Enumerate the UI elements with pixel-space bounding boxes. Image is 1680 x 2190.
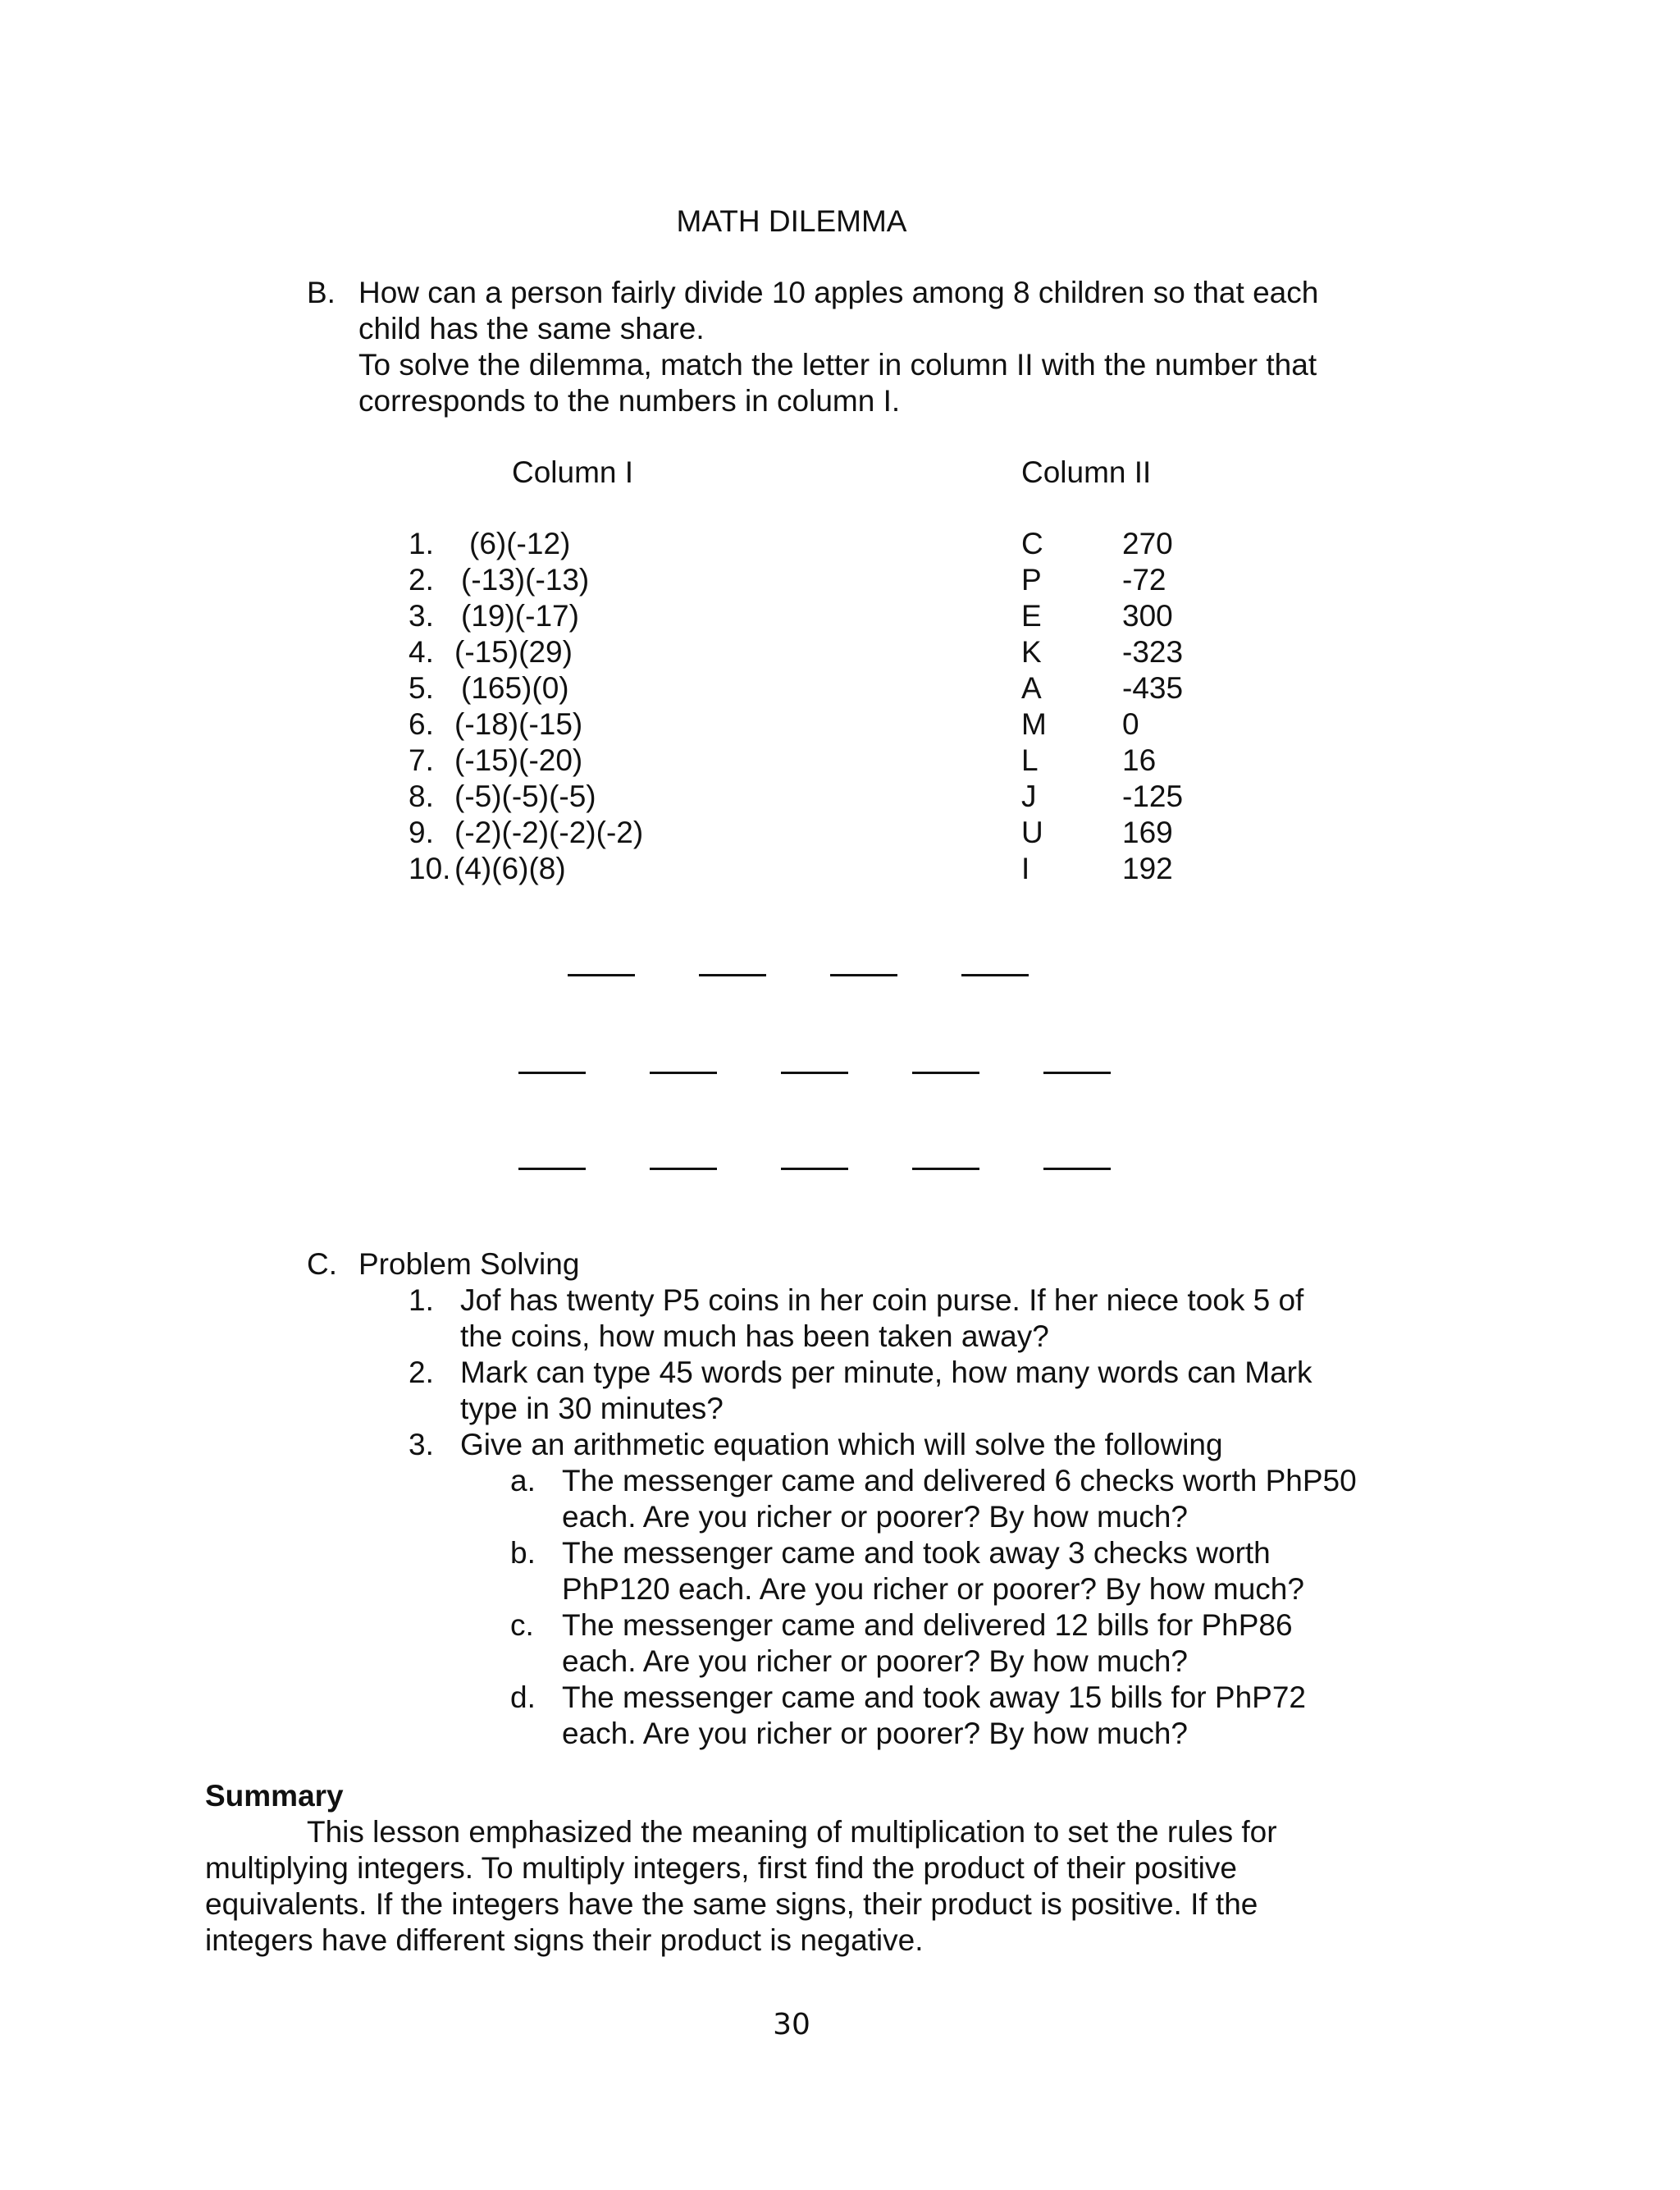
column-1-row [409,706,582,743]
column-2-letter: A [1021,671,1042,705]
column-2-value: 169 [1122,816,1173,849]
column-1-row [409,562,589,598]
answer-blank[interactable] [781,1168,848,1170]
column-2-letter: J [1021,780,1037,813]
subitem-label: b. [510,1536,536,1570]
column-2-letter: C [1021,527,1043,560]
expression: (-13)(-13) [461,563,590,597]
problem-number: 2. [409,1356,434,1389]
column-1-row [409,526,570,562]
answer-blank[interactable] [830,974,897,976]
column-2-letter: M [1021,707,1047,741]
problem-number: 1. [409,1283,434,1317]
answer-blank[interactable] [961,974,1029,976]
section-b-line: corresponds to the numbers in column I. [358,384,901,418]
expression: (4)(6)(8) [454,852,566,885]
section-b-line: How can a person fairly divide 10 apples among 8 children so that each [358,276,1319,309]
expression: (-18)(-15) [454,707,583,741]
column-2-value: -72 [1122,563,1166,597]
subitem-text: each. Are you richer or poorer? By how much? [562,1717,1188,1750]
page-title: MATH DILEMMA [676,204,907,238]
column-2-heading: Column II [1021,455,1152,489]
column-2-value: -323 [1122,635,1184,669]
answer-blank[interactable] [650,1168,717,1170]
column-2-letter: U [1021,816,1043,849]
subitem-label: a. [510,1464,536,1497]
column-1-row [409,670,569,706]
subitem-label: d. [510,1680,536,1714]
column-2-letter: L [1021,743,1039,777]
column-2-value: 300 [1122,599,1173,633]
column-1-row [409,851,566,887]
column-1-row [409,598,579,634]
expression: (19)(-17) [461,599,579,633]
section-b-line: To solve the dilemma, match the letter in column II with the number that [358,348,1317,382]
answer-blank[interactable] [650,1072,717,1074]
item-number: 3. [409,599,434,633]
item-number: 2. [409,563,434,597]
expression: (6)(-12) [469,527,571,560]
problem-text: Mark can type 45 words per minute, how many words can Mark [460,1356,1312,1389]
subitem-text: The messenger came and took away 15 bills for PhP72 [562,1680,1306,1714]
column-2-letter: E [1021,599,1042,633]
item-number: 1. [409,527,434,560]
column-1-row [409,815,643,851]
column-2-letter: I [1021,852,1030,885]
column-2-value: 16 [1122,743,1157,777]
column-2-value: -435 [1122,671,1184,705]
item-number: 7. [409,743,434,777]
column-2-value: 0 [1122,707,1139,741]
answer-blank[interactable] [518,1168,586,1170]
subitem-text: The messenger came and delivered 6 checks worth PhP50 [562,1464,1357,1497]
section-b-letter: B. [307,276,336,309]
subitem-text: The messenger came and took away 3 checks worth [562,1536,1271,1570]
column-2-value: -125 [1122,780,1184,813]
expression: (-15)(-20) [454,743,583,777]
column-2-value: 270 [1122,527,1173,560]
subitem-text: The messenger came and delivered 12 bills for PhP86 [562,1608,1293,1642]
answer-blank[interactable] [699,974,766,976]
subitem-text: each. Are you richer or poorer? By how much? [562,1500,1188,1534]
summary-line: equivalents. If the integers have the same signs, their product is positive. If the [205,1887,1258,1921]
problem-text: Give an arithmetic equation which will solve the following [460,1428,1223,1461]
item-number: 4. [409,635,434,669]
summary-heading: Summary [205,1779,344,1813]
answer-blank[interactable] [1043,1072,1111,1074]
problem-text: type in 30 minutes? [460,1392,724,1425]
item-number: 8. [409,780,434,813]
page-number: 30 [773,2008,810,2041]
expression: (-2)(-2)(-2)(-2) [454,816,644,849]
answer-blank[interactable] [781,1072,848,1074]
column-1-heading: Column I [512,455,634,489]
column-1-row [409,634,573,670]
problem-number: 3. [409,1428,434,1461]
answer-blank[interactable] [912,1168,979,1170]
answer-blank[interactable] [518,1072,586,1074]
item-number: 10. [409,852,451,885]
summary-line: integers have different signs their product is negative. [205,1923,924,1957]
expression: (-5)(-5)(-5) [454,780,596,813]
summary-line: multiplying integers. To multiply integers, first find the product of their positive [205,1851,1237,1885]
item-number: 5. [409,671,434,705]
problem-text: the coins, how much has been taken away? [460,1319,1049,1353]
expression: (165)(0) [461,671,569,705]
column-1-row [409,743,582,779]
column-1-row [409,779,596,815]
expression: (-15)(29) [454,635,573,669]
answer-blank[interactable] [912,1072,979,1074]
answer-blank[interactable] [568,974,635,976]
subitem-text: each. Are you richer or poorer? By how much? [562,1644,1188,1678]
section-c-heading: Problem Solving [358,1247,580,1281]
column-2-value: 192 [1122,852,1173,885]
item-number: 9. [409,816,434,849]
section-b-line: child has the same share. [358,312,705,345]
problem-text: Jof has twenty P5 coins in her coin purse. If her niece took 5 of [460,1283,1304,1317]
subitem-label: c. [510,1608,534,1642]
subitem-text: PhP120 each. Are you richer or poorer? By how much? [562,1572,1304,1606]
column-2-letter: P [1021,563,1042,597]
section-c-letter: C. [307,1247,337,1281]
summary-line: This lesson emphasized the meaning of multiplication to set the rules for [307,1815,1277,1849]
item-number: 6. [409,707,434,741]
column-2-letter: K [1021,635,1042,669]
answer-blank[interactable] [1043,1168,1111,1170]
